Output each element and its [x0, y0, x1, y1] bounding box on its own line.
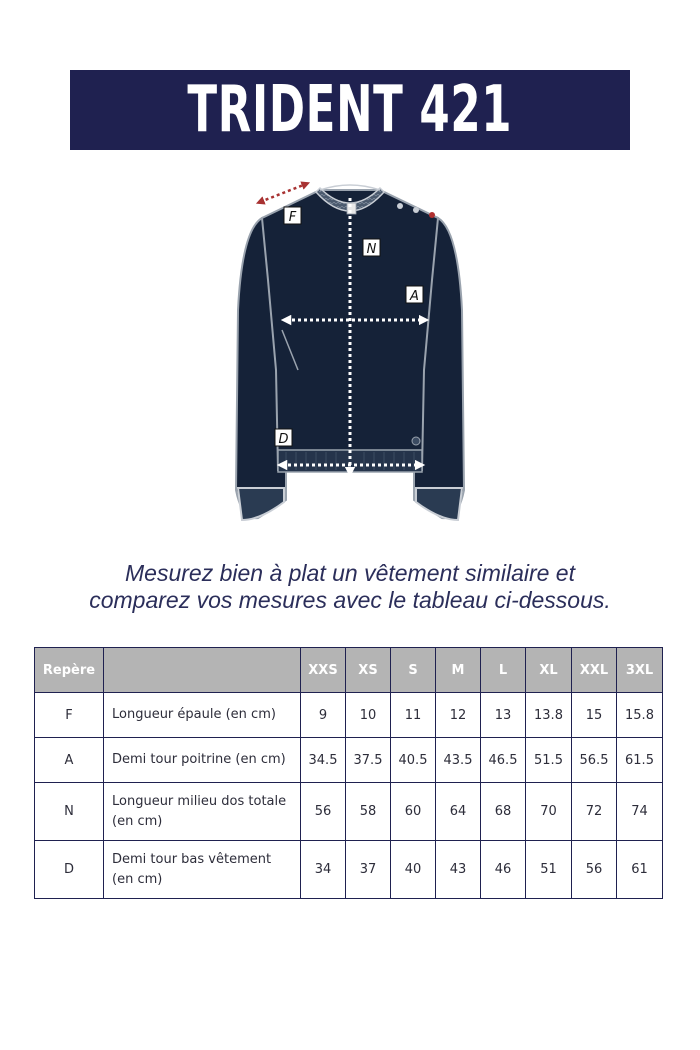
cell-value: 9	[301, 693, 346, 738]
cell-value: 46.5	[481, 738, 526, 783]
row-label: Demi tour bas vêtement (en cm)	[104, 841, 301, 899]
cell-value: 37	[346, 841, 391, 899]
header-size-xxs: XXS	[301, 648, 346, 693]
row-label: Longueur épaule (en cm)	[104, 693, 301, 738]
cell-value: 72	[572, 783, 617, 841]
cell-value: 15	[572, 693, 617, 738]
instructions-line-1: Mesurez bien à plat un vêtement similaire et	[125, 560, 575, 586]
shoulder-button	[397, 203, 403, 209]
cell-value: 68	[481, 783, 526, 841]
cell-value: 70	[526, 783, 572, 841]
table-row	[35, 738, 663, 783]
cell-value: 64	[436, 783, 481, 841]
row-marker: D	[35, 841, 104, 899]
cell-value: 61	[617, 841, 663, 899]
size-chart-table	[34, 647, 663, 899]
cell-value: 12	[436, 693, 481, 738]
sweater-measurement-diagram	[220, 170, 480, 535]
label-f: F	[288, 210, 297, 225]
cell-value: 61.5	[617, 738, 663, 783]
header-size-m: M	[436, 648, 481, 693]
hem-badge	[412, 437, 420, 445]
right-cuff	[416, 488, 462, 520]
header-size-xl: XL	[526, 648, 572, 693]
label-d: D	[278, 432, 289, 447]
left-cuff	[238, 488, 284, 520]
label-a: A	[410, 289, 419, 304]
header-size-l: L	[481, 648, 526, 693]
cell-value: 46	[481, 841, 526, 899]
cell-value: 51	[526, 841, 572, 899]
row-marker: N	[35, 783, 104, 841]
row-marker: F	[35, 693, 104, 738]
shoulder-button	[413, 207, 419, 213]
cell-value: 74	[617, 783, 663, 841]
cell-value: 43.5	[436, 738, 481, 783]
cell-value: 40	[391, 841, 436, 899]
shoulder-button-red	[429, 212, 435, 218]
header-measure	[104, 648, 301, 693]
table-row	[35, 693, 663, 738]
header-marker: Repère	[35, 648, 104, 693]
title-banner	[70, 70, 630, 150]
row-label: Demi tour poitrine (en cm)	[104, 738, 301, 783]
cell-value: 56.5	[572, 738, 617, 783]
header-size-3xl: 3XL	[617, 648, 663, 693]
table-header-row	[35, 648, 663, 693]
cell-value: 51.5	[526, 738, 572, 783]
cell-value: 56	[301, 783, 346, 841]
label-n: N	[366, 242, 377, 257]
cell-value: 10	[346, 693, 391, 738]
header-size-s: S	[391, 648, 436, 693]
cell-value: 58	[346, 783, 391, 841]
cell-value: 15.8	[617, 693, 663, 738]
cell-value: 43	[436, 841, 481, 899]
cell-value: 34.5	[301, 738, 346, 783]
cell-value: 40.5	[391, 738, 436, 783]
cell-value: 13	[481, 693, 526, 738]
cell-value: 13.8	[526, 693, 572, 738]
cell-value: 11	[391, 693, 436, 738]
cell-value: 34	[301, 841, 346, 899]
product-title: TRIDENT 421	[187, 73, 513, 147]
table-row	[35, 783, 663, 841]
instructions-line-2: comparez vos mesures avec le tableau ci-dessous.	[89, 587, 611, 613]
header-size-xs: XS	[346, 648, 391, 693]
cell-value: 60	[391, 783, 436, 841]
table-row	[35, 841, 663, 899]
cell-value: 37.5	[346, 738, 391, 783]
measuring-instructions	[0, 560, 700, 614]
header-size-xxl: XXL	[572, 648, 617, 693]
cell-value: 56	[572, 841, 617, 899]
row-label: Longueur milieu dos totale (en cm)	[104, 783, 301, 841]
row-marker: A	[35, 738, 104, 783]
